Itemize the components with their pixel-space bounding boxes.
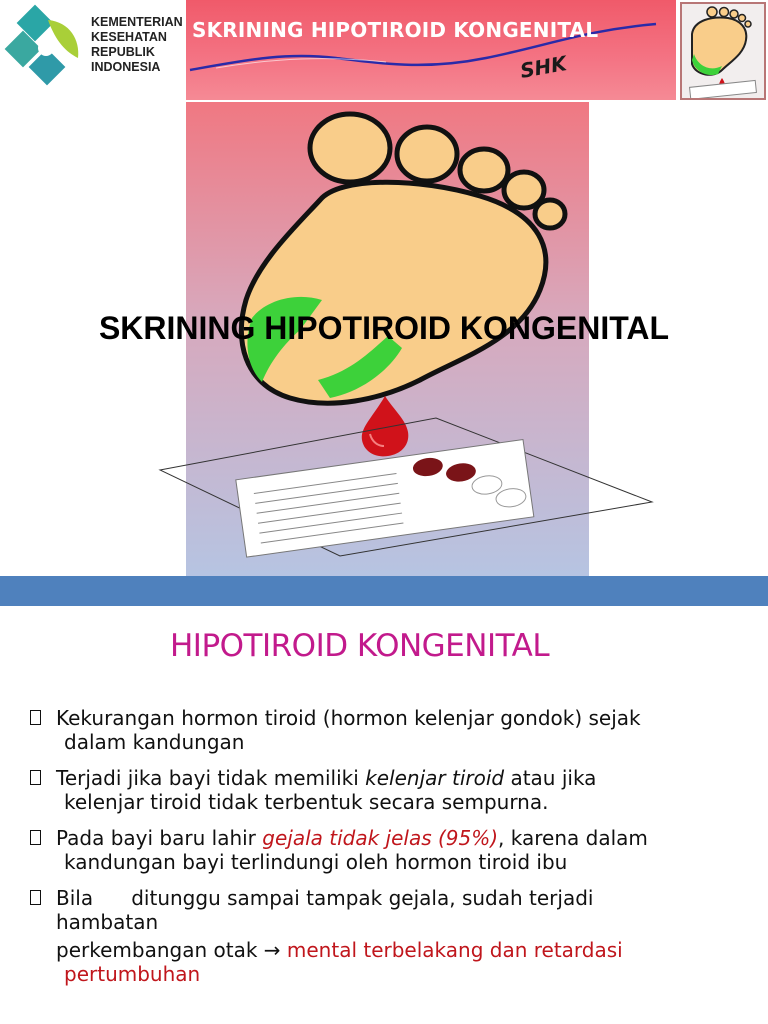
slide-2 — [0, 606, 768, 1024]
list-item — [30, 766, 760, 814]
bullet-text-continued: kandungan bayi terlindungi oleh hormon tiroid ibu — [64, 850, 568, 874]
banner-title: SKRINING HIPOTIROID KONGENITAL — [192, 18, 599, 42]
bullet-text: Pada bayi baru lahir — [56, 826, 263, 850]
bullet-italic-term: kelenjar tiroid — [365, 766, 505, 790]
bullet-text-tail: atau jika — [504, 766, 597, 790]
bullet-text: Kekurangan hormon tiroid (hormon kelenjar gondok) sejak — [56, 706, 641, 730]
bullet-text-tail: , karena dalam — [498, 826, 648, 850]
bullet-list — [30, 706, 760, 998]
bullet-line-3 — [56, 938, 760, 962]
bullet-text-pre: perkembangan otak — [56, 938, 264, 962]
bullet-text-continued: kelenjar tiroid tidak terbentuk secara sempurna. — [64, 790, 549, 814]
logo-line-4: INDONESIA — [91, 60, 161, 74]
bullet-box-icon — [30, 710, 41, 725]
slide-divider — [0, 576, 768, 606]
bullet-text-continued: dalam kandungan — [64, 730, 245, 754]
bullet-consequence-continued: pertumbuhan — [64, 962, 201, 986]
bullet-consequence: mental terbelakang dan retardasi — [280, 938, 623, 962]
bullet-box-icon — [30, 770, 41, 785]
bullet-box-icon — [30, 890, 41, 905]
logo-line-2: KESEHATAN — [91, 30, 167, 44]
shk-badge: SHK — [518, 51, 569, 83]
bullet-text: Terjadi jika bayi tidak memiliki — [56, 766, 366, 790]
slide-2-title: HIPOTIROID KONGENITAL — [170, 628, 550, 664]
logo-line-1: KEMENTERIAN — [91, 15, 183, 29]
bullet-highlight: gejala tidak jelas (95%) — [262, 826, 499, 850]
slide-1-title: SKRINING HIPOTIROID KONGENITAL — [98, 310, 670, 346]
list-item — [30, 706, 760, 754]
arrow-right-icon: → — [263, 938, 281, 962]
list-item — [30, 826, 760, 874]
logo-line-3: REPUBLIK — [91, 45, 155, 59]
bullet-text-continued: hambatan — [56, 910, 159, 934]
bullet-text: Bila ditunggu sampai tampak gejala, sudah terjadi — [56, 886, 594, 910]
bullet-box-icon — [30, 830, 41, 845]
list-item — [30, 886, 760, 986]
